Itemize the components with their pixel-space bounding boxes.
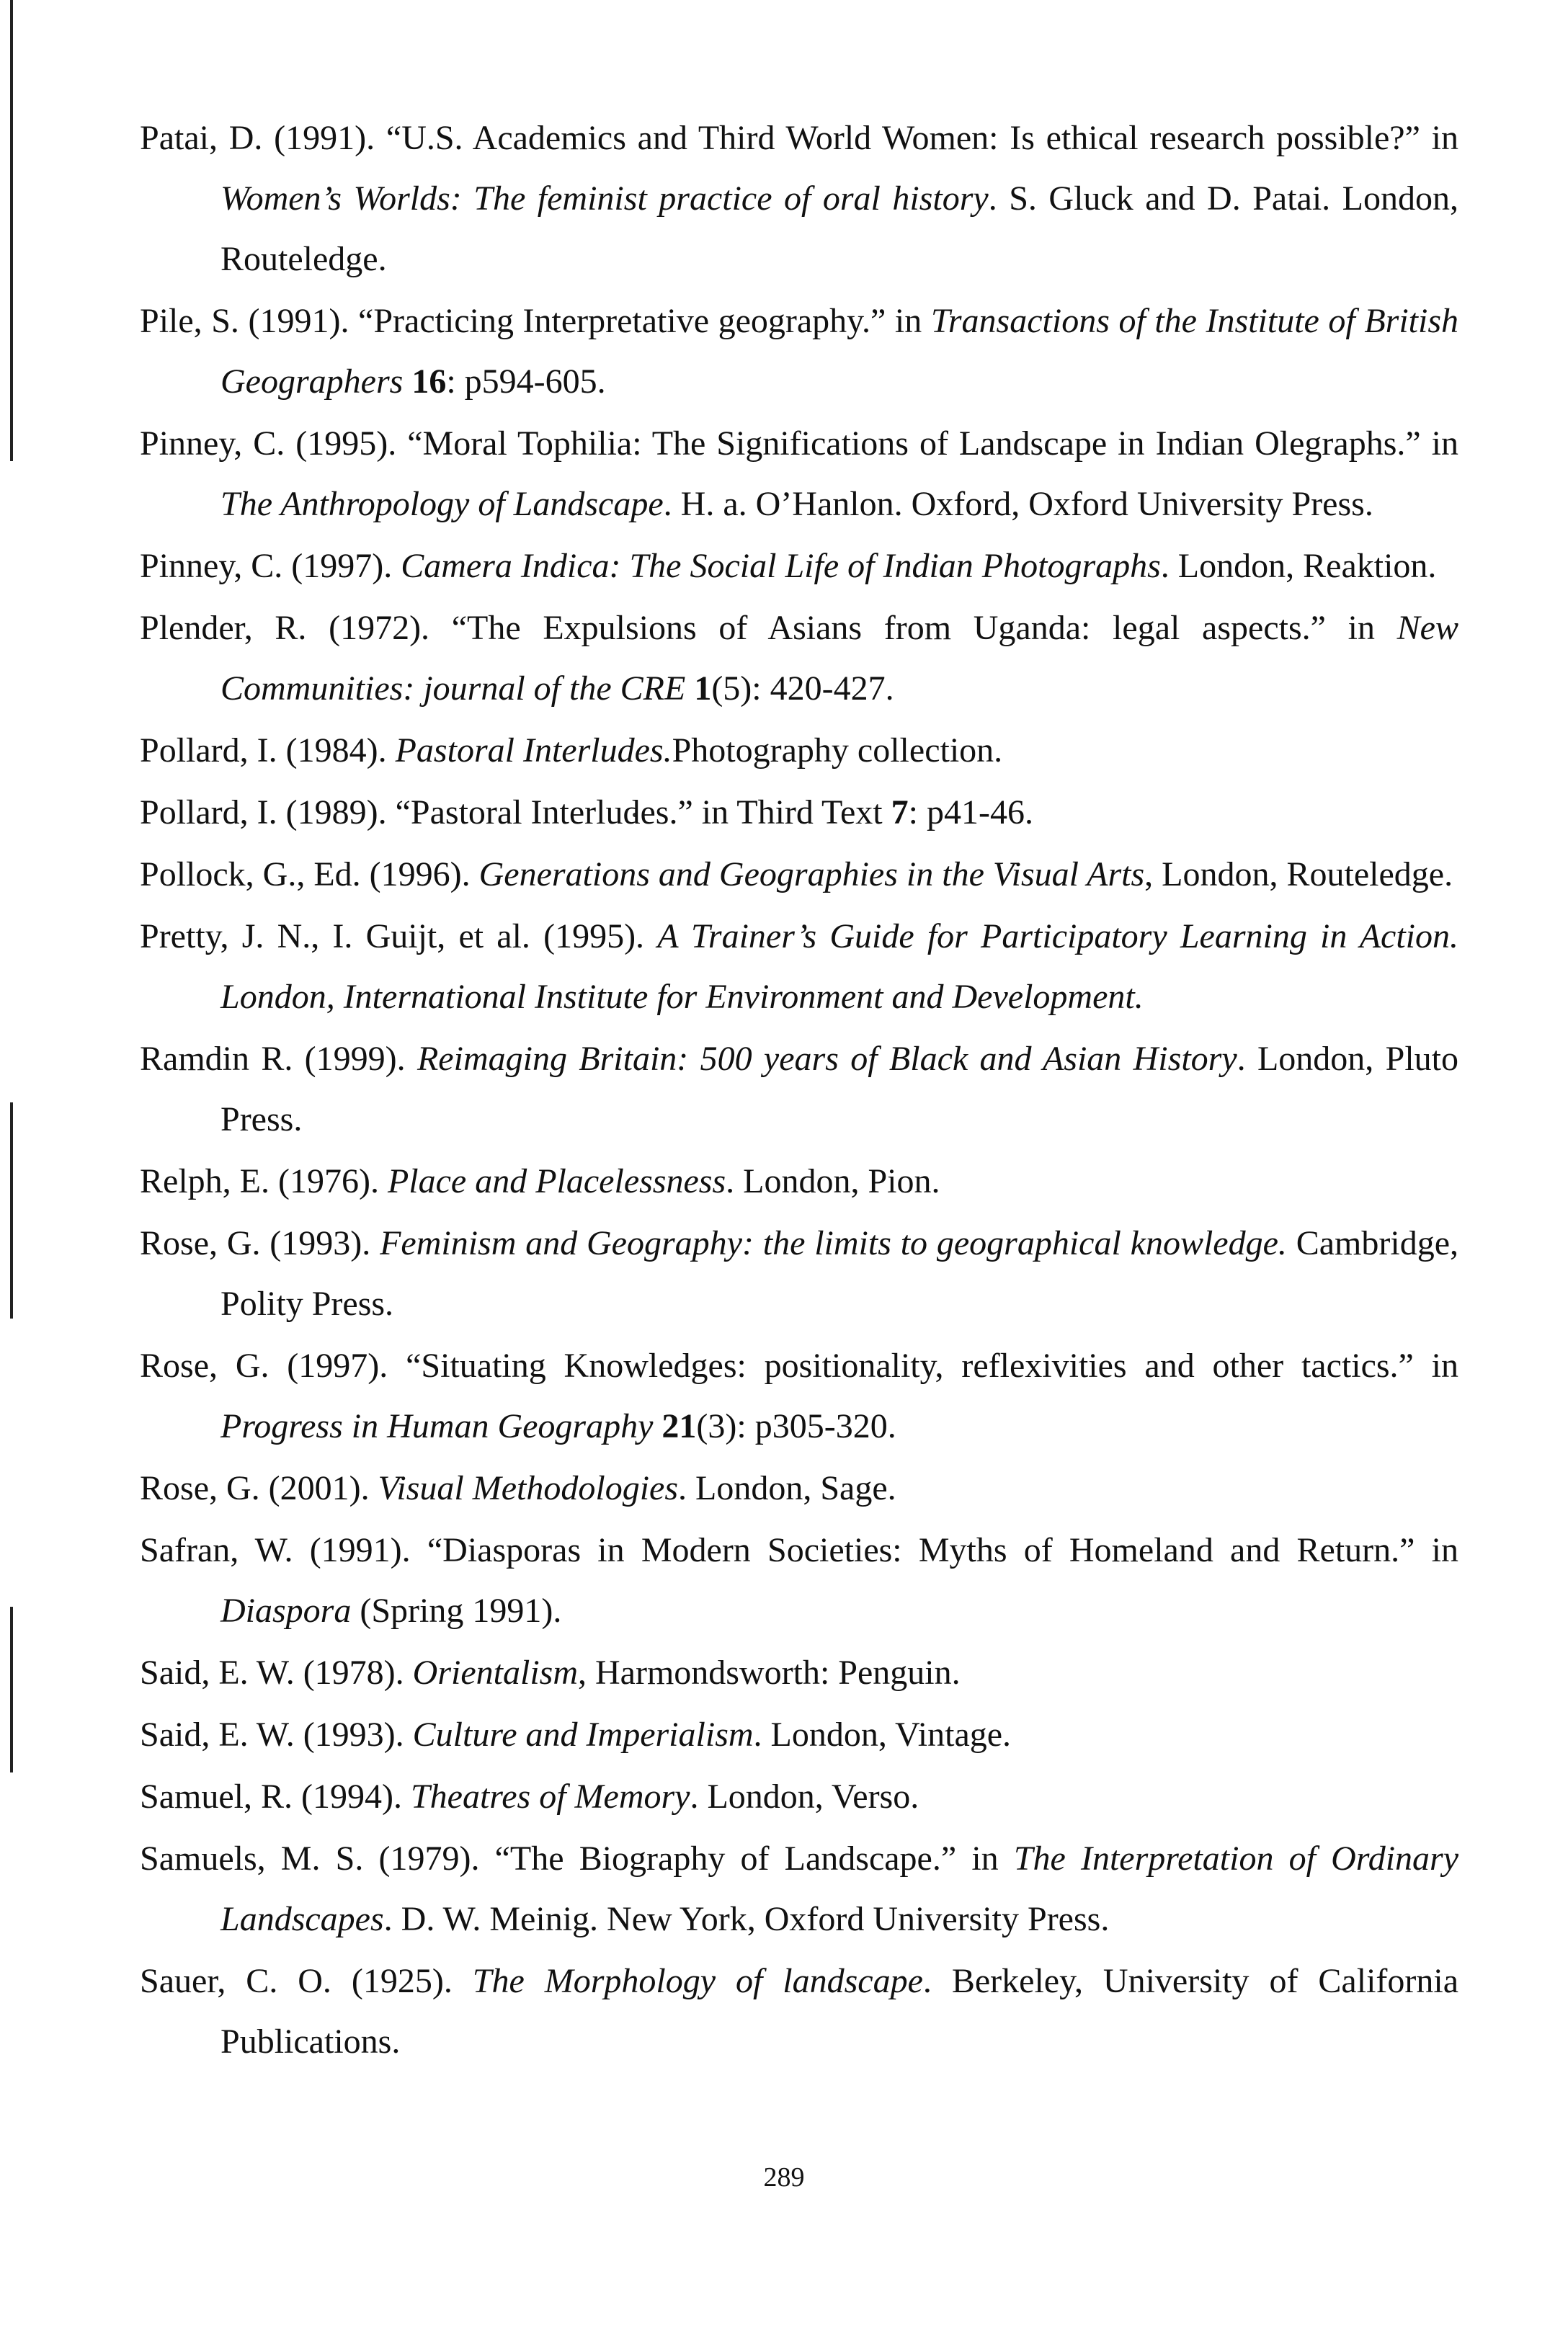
reference-entry: [140, 906, 1458, 1027]
reference-text: (5): 420-427.: [711, 669, 894, 708]
reference-author: Safran, W. (1991).: [140, 1531, 427, 1569]
reference-author: Sauer, C. O. (1925).: [140, 1962, 473, 2000]
reference-text: : p594-605.: [446, 362, 606, 401]
reference-text: “Moral Tophilia: The Significations of Landscape in Indian Olegraphs.” in: [407, 424, 1459, 463]
reference-text: “Pastoral Interludes.” in Third Text: [395, 793, 891, 831]
reference-entry: [140, 414, 1458, 535]
reference-text: . D. W. Meinig. New York, Oxford University Press.: [383, 1900, 1110, 1938]
reference-entry: [140, 721, 1458, 781]
reference-title: The Interpretation of Ordinary Landscapes: [220, 1839, 1459, 1938]
reference-author: Pollard, I. (1989).: [140, 793, 396, 831]
reference-volume: 21: [662, 1407, 697, 1445]
reference-entry: [140, 844, 1458, 905]
reference-author: Pollock, G., Ed. (1996).: [140, 855, 479, 893]
reference-text: . London, Pluto Press.: [220, 1040, 1458, 1138]
reference-entry: [140, 598, 1458, 719]
reference-entry: [140, 1336, 1458, 1457]
reference-entry: [140, 1213, 1458, 1334]
reference-author: Rose, G. (1997).: [140, 1347, 406, 1385]
reference-text: [403, 362, 411, 401]
reference-text: : p41-46.: [908, 793, 1033, 831]
reference-text: Cambridge, Polity Press.: [220, 1224, 1458, 1323]
reference-title: The Anthropology of Landscape: [220, 485, 664, 523]
reference-entry: [140, 1151, 1458, 1212]
reference-author: Said, E. W. (1993).: [140, 1716, 413, 1754]
reference-text: “Situating Knowledges: positionality, reflexivities and other tactics.” in: [406, 1347, 1458, 1385]
reference-entry: [140, 1767, 1458, 1827]
reference-entry: [140, 1029, 1458, 1150]
reference-title: Progress in Human Geography: [220, 1407, 654, 1445]
reference-title: Orientalism: [412, 1654, 578, 1692]
reference-text: . London, Reaktion.: [1160, 547, 1437, 585]
reference-text: Photography collection.: [672, 731, 1003, 770]
reference-text: . London, Sage.: [678, 1469, 896, 1507]
reference-entry: [140, 1458, 1458, 1519]
reference-entry: [140, 1520, 1458, 1641]
reference-text: “The Biography of Landscape.” in: [494, 1839, 1014, 1878]
reference-title: Feminism and Geography: the limits to geographical knowledge.: [380, 1224, 1287, 1262]
reference-title: Visual Methodologies: [378, 1469, 679, 1507]
reference-text: [685, 669, 694, 708]
reference-author: Said, E. W. (1978).: [140, 1654, 413, 1692]
reference-author: Pinney, C. (1997).: [140, 547, 401, 585]
reference-title: Theatres of Memory: [410, 1778, 690, 1816]
reference-title: Place and Placelessness: [387, 1162, 726, 1200]
reference-author: Ramdin R. (1999).: [140, 1040, 417, 1078]
reference-title: Transactions of the Institute of British Geographers: [220, 302, 1459, 401]
reference-author: Pile, S. (1991).: [140, 302, 359, 340]
reference-author: Relph, E. (1976).: [140, 1162, 388, 1200]
reference-author: Pretty, J. N., I. Guijt, et al. (1995).: [140, 917, 658, 955]
scan-margin-line-top: [10, 0, 13, 461]
scan-margin-line-lower: [10, 1607, 13, 1772]
reference-volume: 1: [694, 669, 712, 708]
reference-text: . H. a. O’Hanlon. Oxford, Oxford University Press.: [663, 485, 1373, 523]
page-number: 289: [763, 2162, 805, 2193]
reference-text: “Practicing Interpretative geography.” in: [358, 302, 931, 340]
reference-entry: [140, 1643, 1458, 1703]
reference-author: Pollard, I. (1984).: [140, 731, 396, 770]
reference-title: The Morphology of landscape: [472, 1962, 923, 2000]
scan-margin-line-middle: [10, 1102, 13, 1319]
reference-volume: 7: [891, 793, 909, 831]
reference-volume: 16: [411, 362, 447, 401]
reference-title: Generations and Geographies in the Visual Arts: [478, 855, 1145, 893]
reference-text: , Harmondsworth: Penguin.: [578, 1654, 961, 1692]
reference-author: Rose, G. (2001).: [140, 1469, 378, 1507]
reference-title: Camera Indica: The Social Life of Indian Photographs: [401, 547, 1161, 585]
reference-author: Samuels, M. S. (1979).: [140, 1839, 495, 1878]
reference-text: “The Expulsions of Asians from Uganda: legal aspects.” in: [451, 609, 1397, 647]
reference-text: . S. Gluck and D. Patai. London, Routeledge.: [220, 179, 1458, 278]
reference-title: Reimaging Britain: 500 years of Black and Asian History: [416, 1040, 1237, 1078]
reference-entry: [140, 1951, 1458, 2072]
reference-text: . Berkeley, University of California Publications.: [220, 1962, 1459, 2061]
reference-text: . London, Verso.: [690, 1778, 919, 1816]
reference-text: , London, Routeledge.: [1144, 855, 1453, 893]
reference-author: Patai, D. (1991).: [140, 119, 386, 157]
reference-entry: [140, 536, 1458, 597]
reference-author: Samuel, R. (1994).: [140, 1778, 411, 1816]
reference-author: Rose, G. (1993).: [140, 1224, 380, 1262]
reference-text: “Diasporas in Modern Societies: Myths of Homeland and Return.” in: [427, 1531, 1458, 1569]
reference-title: Pastoral Interludes.: [395, 731, 672, 770]
reference-title: Women’s Worlds: The feminist practice of oral history: [220, 179, 989, 218]
reference-entry: [140, 291, 1458, 412]
reference-text: . London, Vintage.: [753, 1716, 1012, 1754]
reference-entry: [140, 1705, 1458, 1765]
reference-entry: [140, 1829, 1458, 1950]
reference-title: New Communities: journal of the CRE: [220, 609, 1458, 708]
reference-text: [653, 1407, 662, 1445]
reference-list: [140, 108, 1458, 2074]
reference-entry: [140, 108, 1458, 290]
reference-text: (3): p305-320.: [696, 1407, 896, 1445]
reference-text: . London, Pion.: [726, 1162, 940, 1200]
reference-title: Diaspora: [220, 1592, 352, 1630]
reference-author: Pinney, C. (1995).: [140, 424, 408, 463]
reference-entry: [140, 782, 1458, 843]
reference-title: A Trainer’s Guide for Participatory Learning in Action. London, International Institute for Environment and Development.: [220, 917, 1458, 1016]
reference-text: (Spring 1991).: [351, 1592, 562, 1630]
reference-title: Culture and Imperialism: [412, 1716, 754, 1754]
reference-author: Plender, R. (1972).: [140, 609, 452, 647]
reference-text: “U.S. Academics and Third World Women: Is ethical research possible?” in: [386, 119, 1459, 157]
